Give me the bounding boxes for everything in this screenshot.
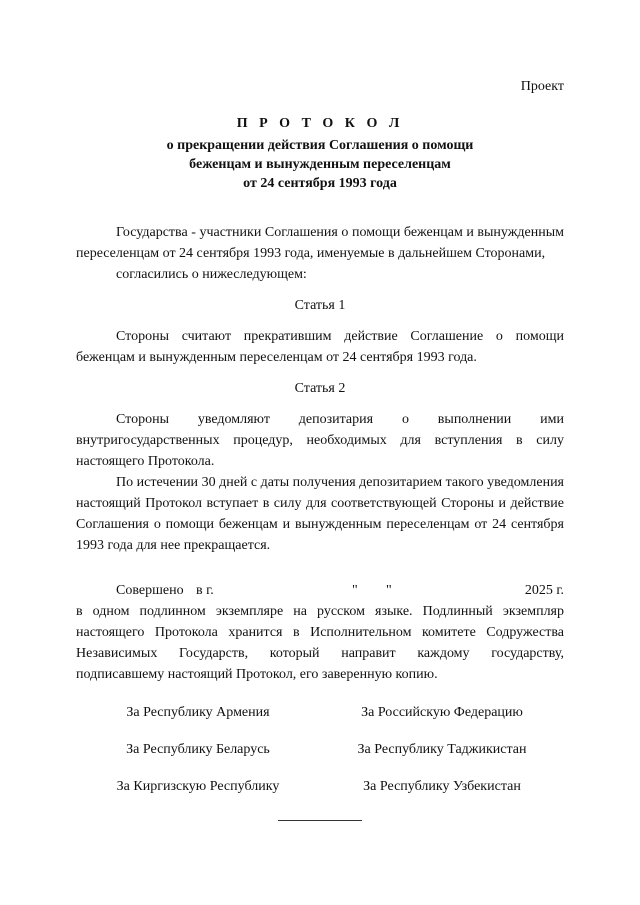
document-body: [76, 222, 564, 685]
signature-tajikistan: За Республику Таджикистан: [357, 742, 527, 757]
concluded-line: [76, 580, 564, 601]
signature-row: [76, 739, 564, 776]
document-subtitle: [0, 136, 640, 193]
article-1-heading: Статья 1: [294, 298, 346, 313]
draft-label: Проект: [520, 79, 564, 94]
subtitle-line: беженцам и вынужденным переселенцам: [189, 157, 451, 172]
article-2-paragraph-2: По истечении 30 дней с даты получения депозитарием такого уведомления настоящий Протокол вступает в силу для соответствующей Стороны и действие Соглашения о помощи беженцам и вынужденным переселенцам от 24 сентября 1993 года для нее прекращается.: [76, 475, 564, 553]
signature-row: [76, 702, 564, 739]
agreed-line: согласились о нижеследующем:: [116, 267, 307, 282]
signature-uzbekistan: За Республику Узбекистан: [363, 779, 521, 794]
subtitle-line: от 24 сентября 1993 года: [243, 176, 397, 191]
concluded-paragraph: в одном подлинном экземпляре на русском языке. Подлинный экземпляр настоящего Протокола хранится в Исполнительном комитете Содружества Независимых Государств, который направит каждому государству, подписавшему настоящий Протокол, его заверенную копию.: [76, 604, 564, 682]
signature-armenia: За Республику Армения: [126, 705, 270, 720]
closing-rule: [278, 820, 362, 821]
signature-row: [76, 776, 564, 813]
concluded-city: в г.: [196, 583, 214, 598]
subtitle-line: о прекращении действия Соглашения о помощи: [166, 138, 474, 153]
concluded-quote-open: ": [352, 583, 358, 598]
article-2-heading: Статья 2: [294, 381, 346, 396]
preamble-paragraph: Государства - участники Соглашения о помощи беженцам и вынужденным переселенцам от 24 сентября 1993 года, именуемые в дальнейшем Сторонами,: [76, 225, 564, 261]
article-1-text: Стороны считают прекратившим действие Соглашение о помощи беженцам и вынужденным переселенцам от 24 сентября 1993 года.: [76, 329, 564, 365]
concluded-year: 2025 г.: [524, 583, 564, 598]
document-title: П Р О Т О К О Л: [236, 116, 404, 131]
signature-kyrgyzstan: За Киргизскую Республику: [116, 779, 280, 794]
concluded-word: Совершено: [116, 583, 184, 598]
concluded-quote-close: ": [386, 583, 392, 598]
signature-belarus: За Республику Беларусь: [126, 742, 270, 757]
signature-block: [76, 702, 564, 813]
article-2-paragraph-1: Стороны уведомляют депозитария о выполнении ими внутригосударственных процедур, необходимых для вступления в силу настоящего Протокола.: [76, 412, 564, 469]
signature-russia: За Российскую Федерацию: [361, 705, 523, 720]
